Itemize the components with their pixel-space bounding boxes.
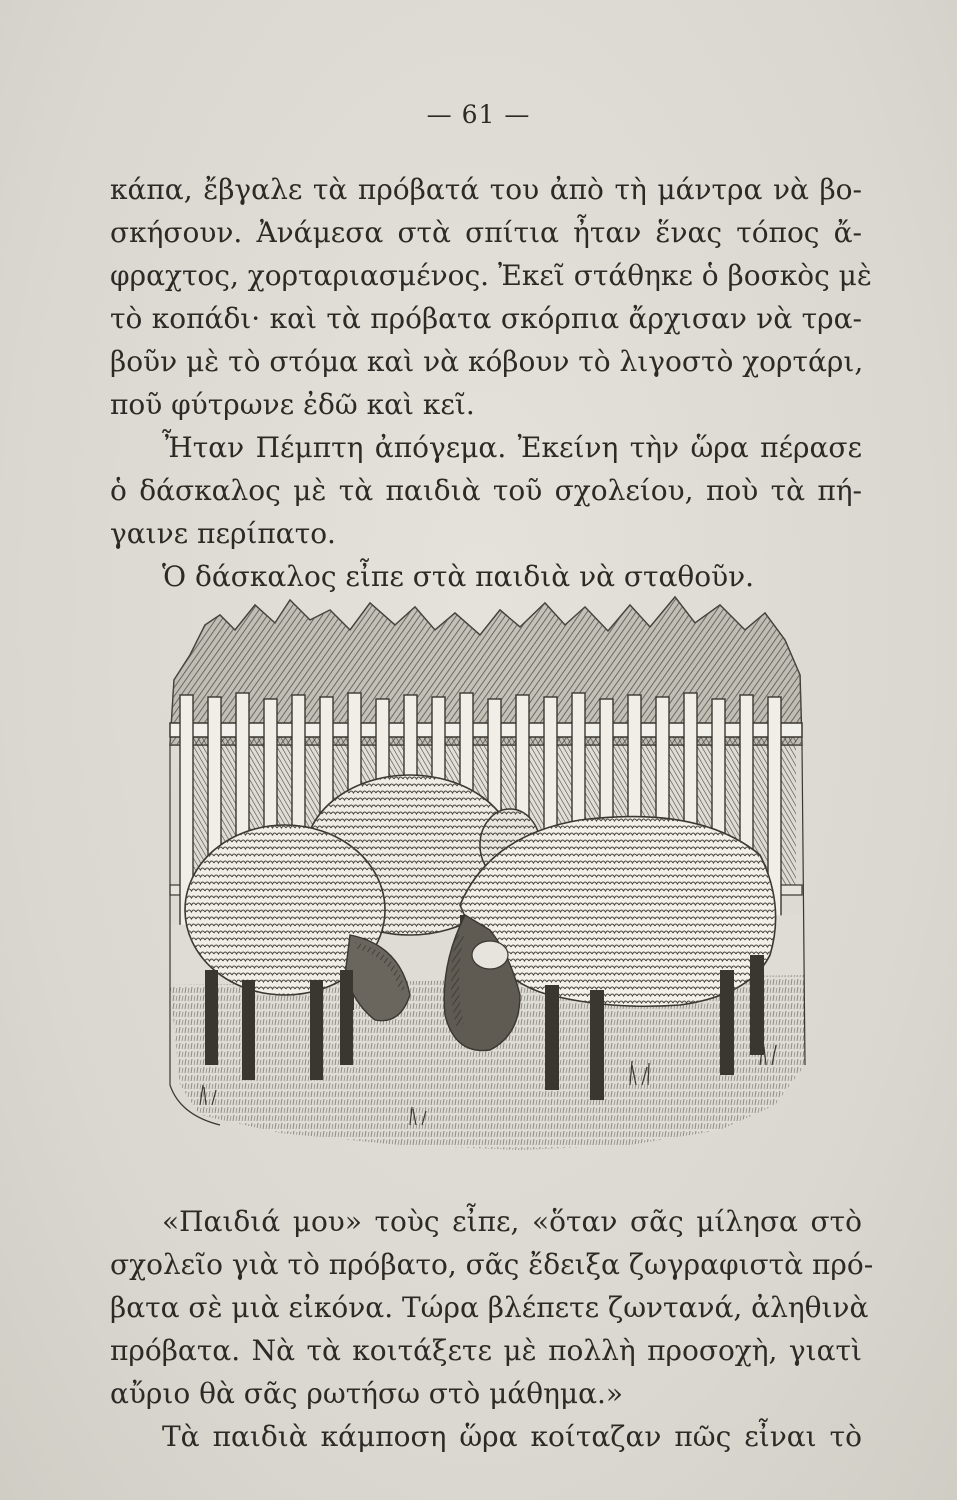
text-line: βατα σὲ μιὰ εἰκόνα. Τώρα βλέπετε ζωντανά, ἀληθινὰ	[110, 1291, 869, 1324]
text-line: τὸ κοπάδι· καὶ τὰ πρόβατα σκόρπια ἄρχισαν νὰ τρα-	[110, 302, 862, 335]
text-line: ποῦ φύτρωνε ἐδῶ καὶ κεῖ.	[110, 388, 475, 421]
text-line: ὁ δάσκαλος μὲ τὰ παιδιὰ τοῦ σχολείου, ποὺ τὰ πή-	[110, 474, 862, 507]
text-line: φραχτος, χορταριασμένος. Ἐκεῖ στάθηκε ὁ βοσκὸς μὲ	[110, 259, 872, 292]
text-line: Ἦταν Πέμπτη ἀπόγεμα. Ἐκείνη τὴν ὥρα πέρασε	[162, 431, 862, 464]
page-number: — 61 —	[426, 100, 531, 129]
text-line: κάπα, ἔβγαλε τὰ πρόβατά του ἀπὸ τὴ μάντρα νὰ βο-	[110, 173, 862, 206]
text-line: σχολεῖο γιὰ τὸ πρόβατο, σᾶς ἔδειξα ζωγραφιστὰ πρό-	[110, 1248, 874, 1281]
text-line: Τὰ παιδιὰ κάμποση ὥρα κοίταζαν πῶς εἶναι τὸ	[162, 1420, 862, 1453]
sheep-engraving-svg	[160, 585, 810, 1165]
text-line: Ὁ δάσκαλος εἶπε στὰ παιδιὰ νὰ σταθοῦν.	[162, 560, 755, 593]
top-text-block	[110, 168, 872, 598]
sheep-engraving	[160, 585, 810, 1165]
text-line: βοῦν μὲ τὸ στόμα καὶ νὰ κόβουν τὸ λιγοστὸ χορτάρι,	[110, 345, 864, 378]
text-line: σκήσουν. Ἀνάμεσα στὰ σπίτια ἦταν ἕνας τόπος ἄ-	[110, 216, 862, 249]
text-line: γαινε περίπατο.	[110, 517, 336, 550]
text-line: αὔριο θὰ σᾶς ρωτήσω στὸ μάθημα.»	[110, 1377, 624, 1410]
text-line: «Παιδιά μου» τοὺς εἶπε, «ὅταν σᾶς μίλησα στὸ	[162, 1205, 862, 1238]
text-line: πρόβατα. Νὰ τὰ κοιτάξετε μὲ πολλὴ προσοχὴ, γιατὶ	[110, 1334, 862, 1367]
bottom-text-block	[110, 1200, 874, 1458]
